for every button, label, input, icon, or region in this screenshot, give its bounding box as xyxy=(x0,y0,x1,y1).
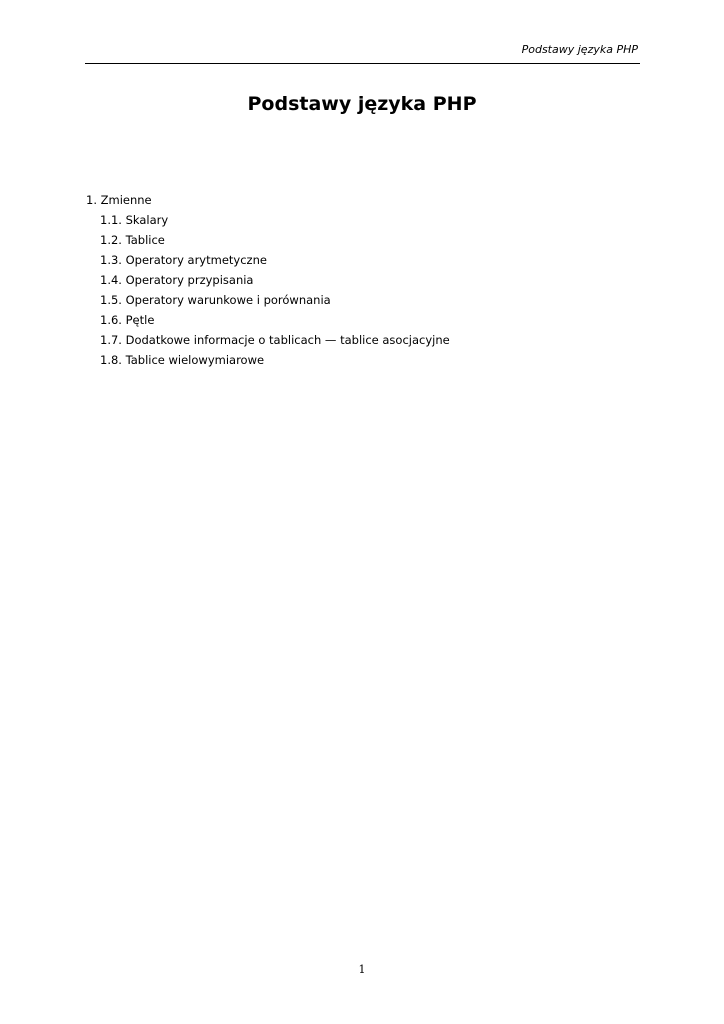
toc-section-entry: 1.4. Operatory przypisania xyxy=(100,273,254,287)
toc-section-entry: 1.7. Dodatkowe informacje o tablicach — tablice asocjacyjne xyxy=(100,333,450,347)
page-number: 1 xyxy=(358,963,366,976)
toc-section-entry: 1.1. Skalary xyxy=(100,213,169,227)
running-header: Podstawy języka PHP xyxy=(521,43,638,56)
toc-section-entry: 1.2. Tablice xyxy=(100,233,165,247)
toc-section-entry: 1.6. Pętle xyxy=(100,313,155,327)
header-divider xyxy=(85,63,640,64)
toc-section-entry: 1.3. Operatory arytmetyczne xyxy=(100,253,267,267)
table-of-contents xyxy=(86,192,450,372)
toc-section-entry: 1.8. Tablice wielowymiarowe xyxy=(100,353,265,367)
document-title: Podstawy języka PHP xyxy=(247,93,477,115)
toc-chapter-entry: 1. Zmienne xyxy=(86,193,152,207)
toc-section-entry: 1.5. Operatory warunkowe i porównania xyxy=(100,293,331,307)
